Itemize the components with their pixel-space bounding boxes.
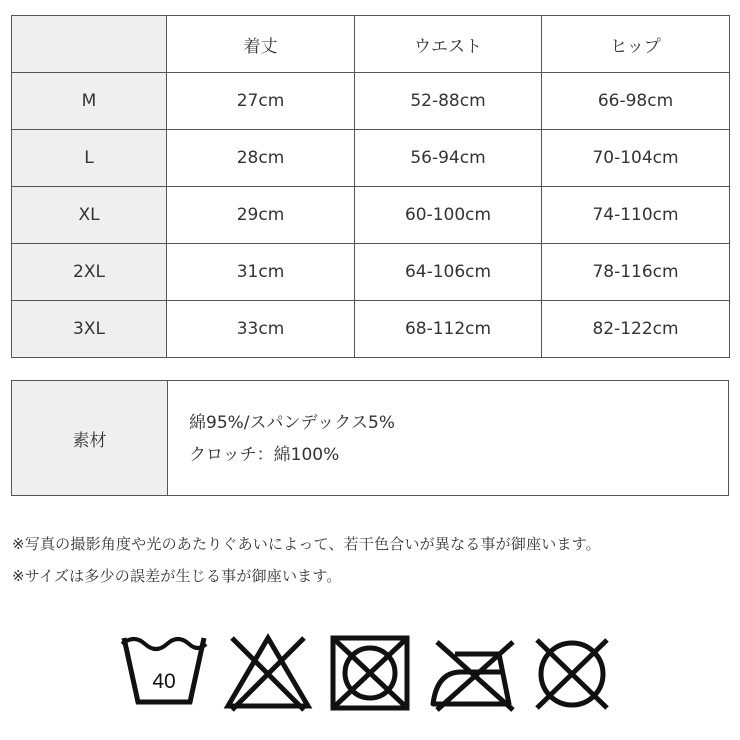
length-value: 27cm	[167, 73, 355, 130]
waist-value: 52-88cm	[355, 73, 542, 130]
hip-value: 74-110cm	[542, 187, 730, 244]
size-table-corner	[12, 16, 167, 73]
material-line: 綿95%/スパンデックス5%	[189, 413, 395, 433]
size-label: XL	[12, 187, 167, 244]
material-value	[168, 381, 729, 496]
no-tumble-dry-icon	[325, 632, 415, 712]
no-iron-icon	[425, 632, 521, 712]
wash-temperature: 40	[152, 670, 176, 693]
size-label: L	[12, 130, 167, 187]
length-value: 33cm	[167, 301, 355, 358]
table-row	[12, 187, 730, 244]
waist-value: 60-100cm	[355, 187, 542, 244]
length-value: 28cm	[167, 130, 355, 187]
no-dry-clean-icon	[527, 632, 617, 712]
notes	[12, 528, 740, 592]
waist-value: 68-112cm	[355, 301, 542, 358]
size-table-header-row	[12, 16, 730, 73]
table-row	[12, 130, 730, 187]
care-symbols	[0, 632, 740, 722]
size-label: M	[12, 73, 167, 130]
size-label: 3XL	[12, 301, 167, 358]
material-label: 素材	[12, 381, 168, 496]
material-line: クロッチ：綿100%	[189, 445, 340, 465]
header-length: 着丈	[167, 16, 355, 73]
hip-value: 70-104cm	[542, 130, 730, 187]
hip-value: 66-98cm	[542, 73, 730, 130]
table-row	[12, 244, 730, 301]
no-bleach-icon	[222, 632, 314, 712]
hip-value: 82-122cm	[542, 301, 730, 358]
note-photo-color: ※写真の撮影角度や光のあたりぐあいによって、若干色合いが異なる事が御座います。	[12, 535, 601, 553]
size-table	[11, 15, 730, 358]
size-label: 2XL	[12, 244, 167, 301]
waist-value: 56-94cm	[355, 130, 542, 187]
hip-value: 78-116cm	[542, 244, 730, 301]
table-row	[12, 301, 730, 358]
header-waist: ウエスト	[355, 16, 542, 73]
waist-value: 64-106cm	[355, 244, 542, 301]
note-size-error: ※サイズは多少の誤差が生じる事が御座います。	[12, 567, 342, 585]
material-table	[11, 380, 729, 496]
wash-40-icon	[118, 632, 210, 710]
length-value: 31cm	[167, 244, 355, 301]
length-value: 29cm	[167, 187, 355, 244]
table-row	[12, 73, 730, 130]
header-hip: ヒップ	[542, 16, 730, 73]
